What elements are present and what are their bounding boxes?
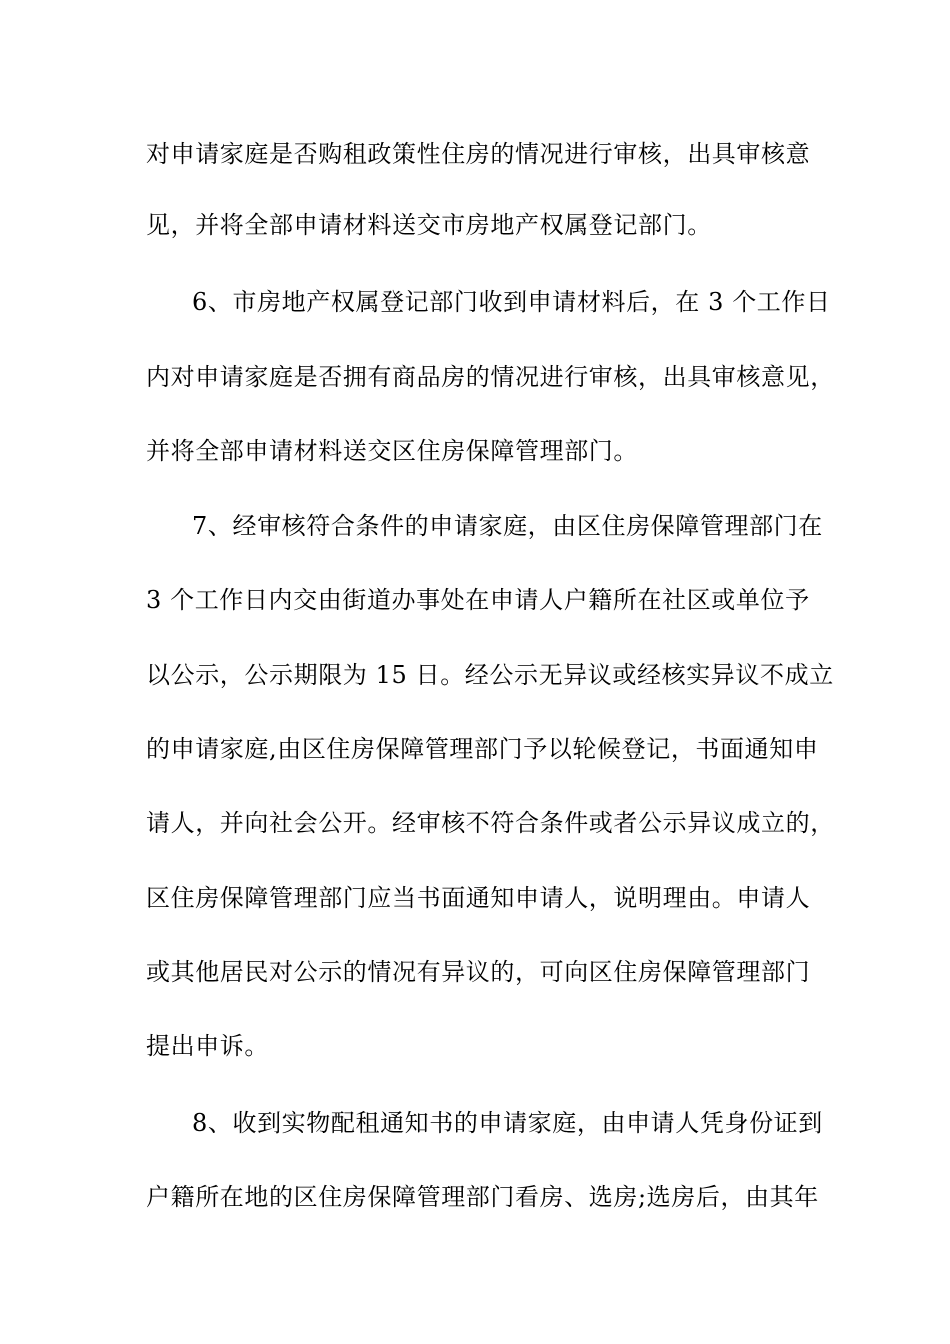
text-line: 对申请家庭是否购租政策性住房的情况进行审核，出具审核意 bbox=[146, 140, 811, 168]
text-line: 的申请家庭,由区住房保障管理部门予以轮候登记，书面通知申 bbox=[146, 735, 819, 763]
text-line: 或其他居民对公示的情况有异议的，可向区住房保障管理部门 bbox=[146, 958, 811, 986]
text-line: 提出申诉。 bbox=[146, 1032, 269, 1060]
text-line: 以公示，公示期限为 15 日。经公示无异议或经核实异议不成立 bbox=[146, 661, 834, 689]
text-line: 3 个工作日内交由街道办事处在申请人户籍所在社区或单位予 bbox=[146, 586, 810, 614]
text-line: 请人，并向社会公开。经审核不符合条件或者公示异议成立的， bbox=[146, 809, 835, 837]
text-line: 区住房保障管理部门应当书面通知申请人，说明理由。申请人 bbox=[146, 884, 811, 912]
text-line: 7、经审核符合条件的申请家庭，由区住房保障管理部门在 bbox=[192, 512, 823, 540]
text-line: 见，并将全部申请材料送交市房地产权属登记部门。 bbox=[146, 211, 712, 239]
text-line: 户籍所在地的区住房保障管理部门看房、选房;选房后，由其年 bbox=[146, 1183, 819, 1211]
text-line: 内对申请家庭是否拥有商品房的情况进行审核，出具审核意见， bbox=[146, 363, 835, 391]
text-line: 8、收到实物配租通知书的申请家庭，由申请人凭身份证到 bbox=[192, 1109, 823, 1137]
text-line: 6、市房地产权属登记部门收到申请材料后，在 3 个工作日 bbox=[192, 288, 831, 316]
text-line: 并将全部申请材料送交区住房保障管理部门。 bbox=[146, 437, 638, 465]
